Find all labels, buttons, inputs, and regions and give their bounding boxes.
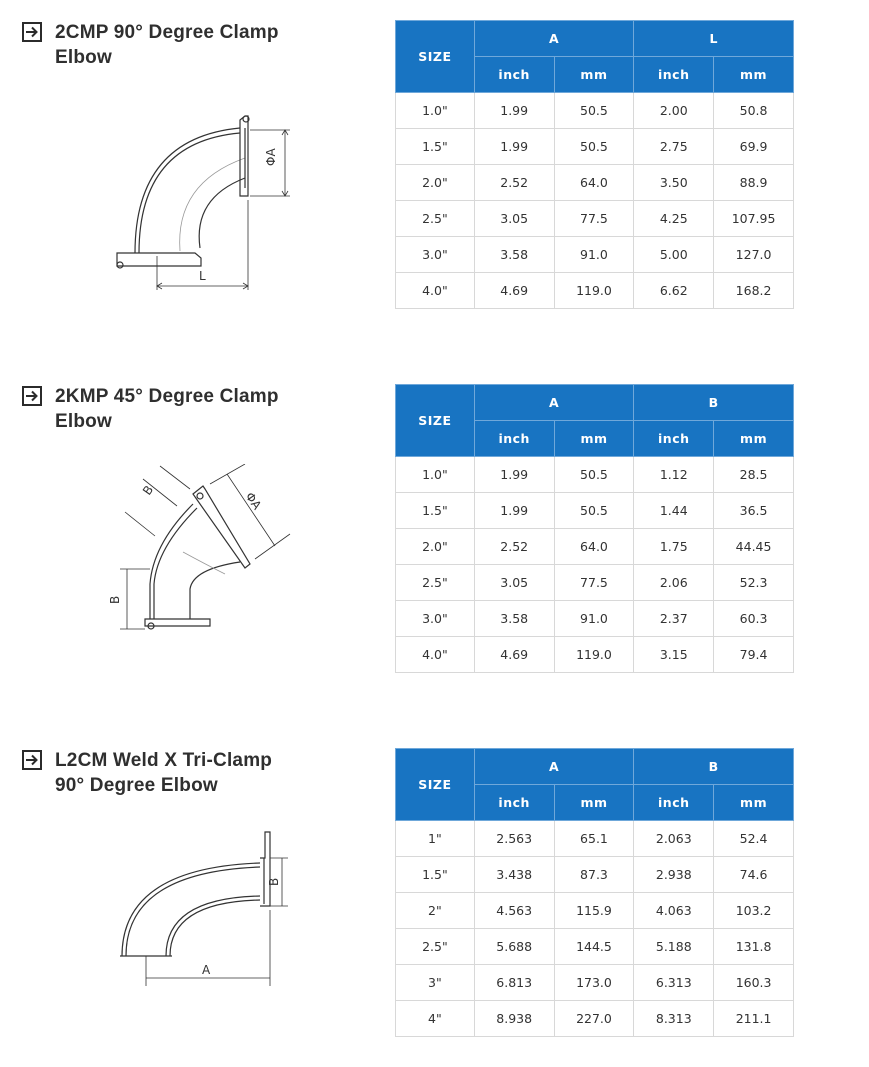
cell-value: 211.1 [714,1001,794,1037]
table-row [396,493,794,529]
cell-value: 3.15 [634,637,714,673]
cell-value: 3.50 [634,165,714,201]
cell-value: 79.4 [714,637,794,673]
col-group-b: B [634,385,794,421]
cell-value: 6.313 [634,965,714,1001]
cell-value: 52.4 [714,821,794,857]
cell-value: 2.52 [474,529,554,565]
cell-size: 2.5" [396,929,475,965]
cell-value: 1.99 [474,457,554,493]
cell-value: 1.12 [634,457,714,493]
cell-value: 1.99 [474,129,554,165]
cell-value: 36.5 [714,493,794,529]
cell-size: 1.5" [396,857,475,893]
col-header-unit: mm [554,421,634,457]
cell-size: 3.0" [396,237,475,273]
table-row [396,565,794,601]
cell-value: 2.37 [634,601,714,637]
cell-size: 1.0" [396,93,475,129]
cell-value: 168.2 [714,273,794,309]
col-group-a: A [474,21,634,57]
col-header-size: SIZE [396,385,475,457]
cell-value: 4.69 [474,273,554,309]
cell-value: 64.0 [554,529,634,565]
cell-value: 91.0 [554,601,634,637]
cell-value: 3.438 [474,857,554,893]
dim-label-b-top: B [139,482,157,498]
col-header-unit: mm [714,421,794,457]
table-row [396,457,794,493]
cell-value: 50.5 [554,129,634,165]
cell-value: 144.5 [554,929,634,965]
col-header-size: SIZE [396,21,475,93]
col-group-l: L [634,21,794,57]
cell-value: 4.25 [634,201,714,237]
elbow-weld-clamp-drawing [110,828,310,988]
cell-size: 1" [396,821,475,857]
cell-value: 3.05 [474,201,554,237]
cell-value: 107.95 [714,201,794,237]
elbow-45-clamp-drawing [105,464,305,644]
product-title: 2KMP 45° Degree Clamp Elbow [55,386,279,432]
table-row [396,821,794,857]
col-header-unit: mm [714,785,794,821]
cell-value: 1.99 [474,493,554,529]
cell-value: 227.0 [554,1001,634,1037]
col-header-unit: inch [634,421,714,457]
cell-value: 50.5 [554,93,634,129]
table-row [396,857,794,893]
table-row [396,237,794,273]
cell-value: 2.75 [634,129,714,165]
cell-value: 119.0 [554,273,634,309]
cell-value: 8.938 [474,1001,554,1037]
col-header-unit: mm [714,57,794,93]
cell-size: 4" [396,1001,475,1037]
cell-value: 1.75 [634,529,714,565]
cell-value: 2.938 [634,857,714,893]
spec-table-2cmp [395,20,794,309]
cell-value: 1.44 [634,493,714,529]
cell-value: 50.5 [554,493,634,529]
cell-value: 2.52 [474,165,554,201]
cell-size: 4.0" [396,637,475,673]
arrow-right-box-icon [22,386,42,406]
col-header-unit: inch [634,785,714,821]
cell-value: 1.99 [474,93,554,129]
cell-value: 69.9 [714,129,794,165]
spec-table-l2cm [395,748,794,1037]
col-header-unit: mm [554,57,634,93]
product-title: L2CM Weld X Tri-Clamp 90° Degree Elbow [55,750,273,796]
col-group-a: A [474,749,634,785]
table-row [396,929,794,965]
cell-size: 3.0" [396,601,475,637]
elbow-90-clamp-drawing [105,108,305,298]
cell-size: 3" [396,965,475,1001]
cell-value: 6.62 [634,273,714,309]
cell-value: 52.3 [714,565,794,601]
cell-value: 77.5 [554,201,634,237]
table-row [396,637,794,673]
col-header-unit: inch [474,57,554,93]
cell-value: 127.0 [714,237,794,273]
col-header-size: SIZE [396,749,475,821]
cell-size: 2.5" [396,201,475,237]
arrow-right-box-icon [22,750,42,770]
cell-value: 3.58 [474,237,554,273]
cell-value: 50.8 [714,93,794,129]
cell-size: 2.0" [396,165,475,201]
cell-value: 2.06 [634,565,714,601]
cell-value: 4.69 [474,637,554,673]
table-row [396,965,794,1001]
dim-label-phi-a: ΦA [242,489,265,513]
cell-value: 160.3 [714,965,794,1001]
cell-size: 2" [396,893,475,929]
table-row [396,601,794,637]
cell-value: 5.188 [634,929,714,965]
cell-value: 4.563 [474,893,554,929]
cell-value: 28.5 [714,457,794,493]
table-row [396,529,794,565]
dim-label-b: B [267,877,281,886]
product-title: 2CMP 90° Degree Clamp Elbow [55,22,279,68]
cell-value: 5.00 [634,237,714,273]
arrow-right-box-icon [22,22,42,42]
cell-value: 2.063 [634,821,714,857]
col-header-unit: inch [634,57,714,93]
dim-label-l: L [199,269,206,283]
col-header-unit: inch [474,785,554,821]
table-row [396,129,794,165]
cell-value: 91.0 [554,237,634,273]
table-row [396,93,794,129]
cell-value: 3.05 [474,565,554,601]
cell-size: 1.5" [396,493,475,529]
col-group-b: B [634,749,794,785]
cell-value: 2.563 [474,821,554,857]
table-row [396,165,794,201]
cell-value: 173.0 [554,965,634,1001]
cell-value: 131.8 [714,929,794,965]
cell-value: 103.2 [714,893,794,929]
cell-value: 8.313 [634,1001,714,1037]
cell-value: 115.9 [554,893,634,929]
col-header-unit: mm [554,785,634,821]
dim-label-phi-a: ΦA [264,148,278,166]
cell-size: 2.5" [396,565,475,601]
cell-value: 4.063 [634,893,714,929]
cell-value: 44.45 [714,529,794,565]
cell-value: 2.00 [634,93,714,129]
table-row [396,1001,794,1037]
cell-value: 87.3 [554,857,634,893]
cell-value: 50.5 [554,457,634,493]
cell-value: 119.0 [554,637,634,673]
col-header-unit: inch [474,421,554,457]
cell-value: 64.0 [554,165,634,201]
cell-value: 5.688 [474,929,554,965]
section-2cmp [0,20,869,320]
table-row [396,893,794,929]
cell-value: 65.1 [554,821,634,857]
table-row [396,201,794,237]
table-row [396,273,794,309]
cell-size: 4.0" [396,273,475,309]
dim-label-b-left: B [108,595,122,604]
cell-value: 3.58 [474,601,554,637]
section-2kmp [0,384,869,684]
cell-size: 2.0" [396,529,475,565]
section-l2cm [0,748,869,1048]
cell-value: 77.5 [554,565,634,601]
cell-value: 88.9 [714,165,794,201]
dim-label-a: A [202,963,211,977]
col-group-a: A [474,385,634,421]
cell-value: 74.6 [714,857,794,893]
spec-table-2kmp [395,384,794,673]
cell-size: 1.0" [396,457,475,493]
cell-value: 60.3 [714,601,794,637]
cell-size: 1.5" [396,129,475,165]
cell-value: 6.813 [474,965,554,1001]
